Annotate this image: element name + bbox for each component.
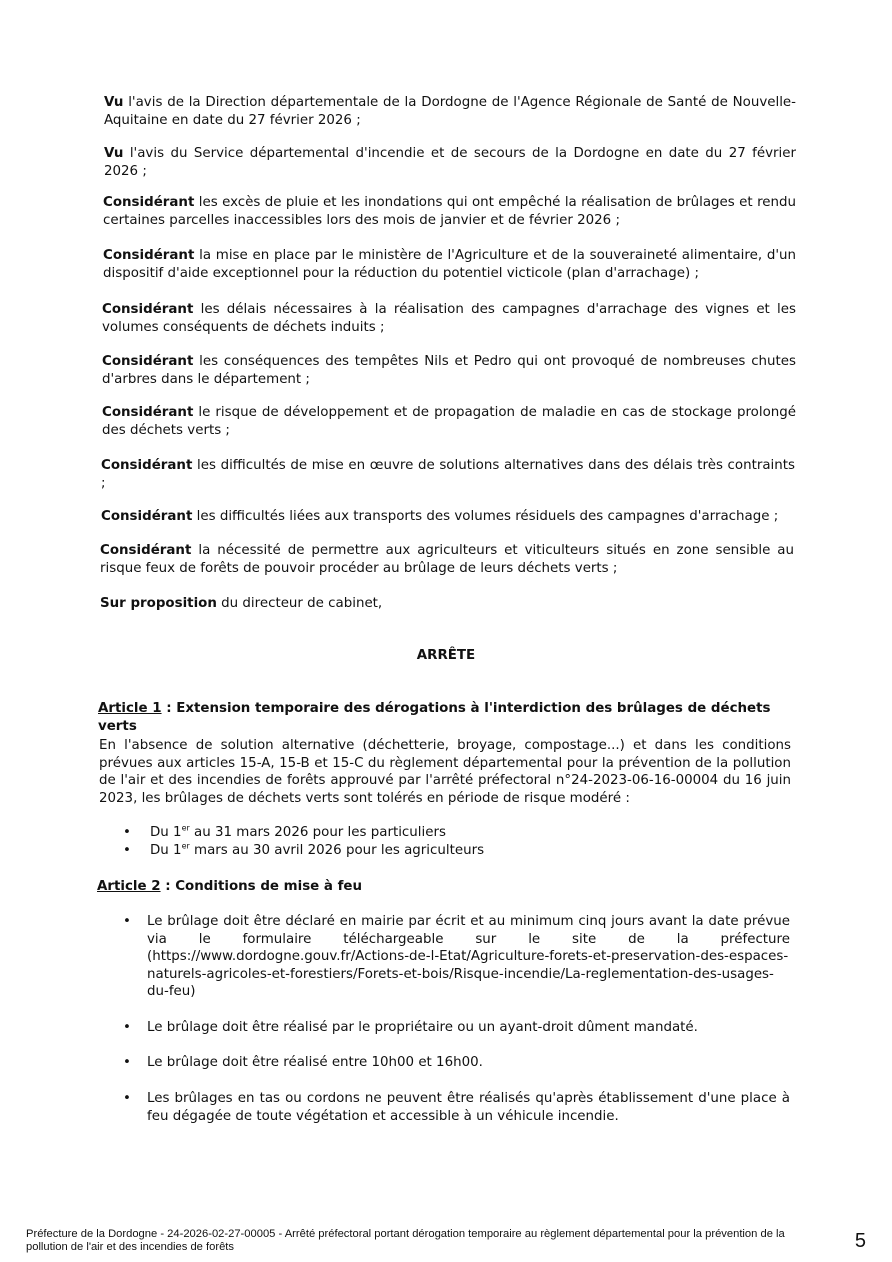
article-2-heading (97, 878, 797, 896)
considerant-paragraph-7 (101, 508, 795, 526)
considerant-text: le risque de développement et de propagation de maladie en cas de stockage prolongé des déchets verts ; (102, 405, 796, 438)
considerant-text: les difficultés liées aux transports des volumes résiduels des campagnes d'arrachage ; (192, 509, 779, 524)
considerant-text: la nécessité de permettre aux agriculteurs et viticulteurs situés en zone sensible au risque feux de forêts de pouvoir procéder au brûlage de leurs déchets verts ; (100, 543, 794, 576)
vu-lead: Vu (104, 146, 124, 161)
vu-text: l'avis de la Direction départementale de la Dordogne de l'Agence Régionale de Santé de Nouvelle-Aquitaine en date du 27 février 2026 ; (104, 95, 796, 128)
considerant-lead: Considérant (101, 458, 193, 473)
list-item: • Les brûlages en tas ou cordons ne peuvent être réalisés qu'après établissement d'une place à feu dégagée de toute végétation et accessible à un véhicule incendie. (123, 1091, 790, 1124)
considerant-paragraph-4 (102, 353, 796, 388)
proposition-text: du directeur de cabinet, (216, 596, 383, 611)
article-2-label: Article 2 (97, 879, 161, 894)
article-1-heading (98, 700, 798, 735)
considerant-paragraph-1 (103, 194, 796, 229)
bullet-icon: • (123, 1055, 131, 1070)
list-item: • Du 1er mars au 30 avril 2026 pour les agriculteurs (123, 841, 485, 858)
page-number: 5 (854, 1230, 866, 1252)
article-1-list (123, 823, 790, 859)
page-footer: Préfecture de la Dordogne - 24-2026-02-27-00005 - Arrêté préfectoral portant dérogation temporaire au règlement départemental pour la prévention de la pollution de l'air et des incendies de forêts (26, 1228, 785, 1253)
bullet-icon: • (123, 1020, 131, 1035)
vu-lead: Vu (104, 95, 124, 110)
article-2-list (123, 913, 790, 1133)
proposition-paragraph (100, 595, 794, 613)
considerant-lead: Considérant (102, 302, 194, 317)
considerant-paragraph-3 (102, 301, 796, 336)
vu-paragraph-1 (104, 94, 796, 129)
considerant-paragraph-6 (101, 457, 795, 492)
considerant-lead: Considérant (102, 405, 194, 420)
considerant-text: les excès de pluie et les inondations qui ont empêché la réalisation de brûlages et rendu certaines parcelles inaccessibles lors des mois de janvier et de février 2026 ; (103, 195, 796, 228)
considerant-lead: Considérant (103, 248, 195, 263)
considerant-paragraph-2 (103, 247, 796, 282)
considerant-paragraph-5 (102, 404, 796, 439)
article-2-title: : Conditions de mise à feu (160, 879, 363, 894)
article-1-body: En l'absence de solution alternative (déchetterie, broyage, compostage...) et dans les conditions prévues aux articles 15-A, 15-B et 15-C du règlement départemental pour la prévention de la pollution de l'air et des incendies de forêts approuvé par l'arrêté préfectoral n°24-2023-06-16-00004 du 16 juin 2023, les brûlages de déchets verts sont tolérés en période de risque modéré : (99, 738, 791, 806)
bullet-icon: • (123, 1091, 131, 1106)
vu-paragraph-2 (104, 145, 796, 180)
list-item: • Du 1er au 31 mars 2026 pour les particuliers (123, 823, 446, 840)
considerant-text: la mise en place par le ministère de l'Agriculture et de la souveraineté alimentaire, d'un dispositif d'aide exceptionnel pour la réduction du potentiel victicole (plan d'arrachage) ; (103, 248, 796, 281)
considerant-lead: Considérant (100, 543, 192, 558)
considerant-text: les délais nécessaires à la réalisation des campagnes d'arrachage des vignes et les volumes conséquents de déchets induits ; (102, 302, 796, 335)
considerant-text: les difficultés de mise en œuvre de solutions alternatives dans des délais très contraints ; (101, 458, 795, 491)
bullet-icon: • (123, 914, 131, 929)
vu-text: l'avis du Service départemental d'incendie et de secours de la Dordogne en date du 27 février 2026 ; (104, 146, 796, 179)
list-item: • Le brûlage doit être réalisé par le propriétaire ou un ayant-droit dûment mandaté. (123, 1020, 698, 1035)
article-1-label: Article 1 (98, 701, 162, 716)
bullet-icon: • (123, 825, 131, 840)
considerant-paragraph-8 (100, 542, 794, 577)
article-1-title: : Extension temporaire des dérogations à l'interdiction des brûlages de déchets verts (98, 701, 771, 734)
decision-title: ARRÊTE (416, 648, 476, 663)
considerant-lead: Considérant (102, 354, 194, 369)
proposition-lead: Sur proposition (100, 596, 217, 611)
bullet-icon: • (123, 842, 131, 858)
considerant-text: les conséquences des tempêtes Nils et Pedro qui ont provoqué de nombreuses chutes d'arbres dans le département ; (102, 354, 796, 387)
list-item: • Le brûlage doit être réalisé entre 10h00 et 16h00. (123, 1055, 483, 1070)
considerant-lead: Considérant (101, 509, 193, 524)
list-item: • Le brûlage doit être déclaré en mairie par écrit et au minimum cinq jours avant la date prévue via le formulaire téléchargeable sur le site de la préfecture (https://www.dordogne.gouv.fr/Actions-de-l-Etat/Agriculture-forets-et-preservation-des-espaces-naturels-agricoles-et-forestiers/Forets-et-bois/Risque-incendie/La-reglementation-des-usages-du-feu) (123, 914, 790, 999)
considerant-lead: Considérant (103, 195, 195, 210)
